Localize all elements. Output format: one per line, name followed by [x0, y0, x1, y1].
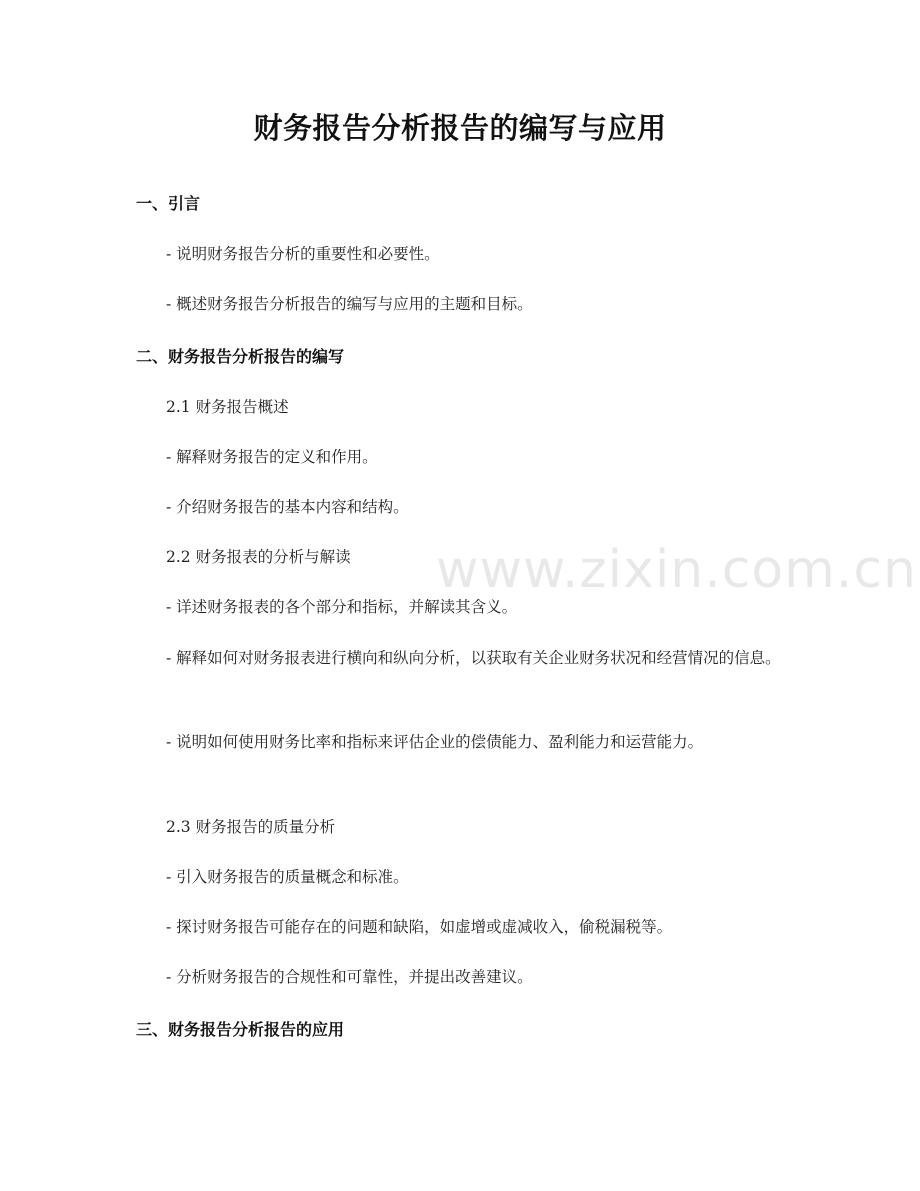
watermark: www.zixin.com.cn [436, 540, 917, 600]
section-heading-application: 三、财务报告分析报告的应用 [136, 1020, 345, 1039]
paragraph: - 概述财务报告分析报告的编写与应用的主题和目标。 [166, 295, 533, 313]
paragraph: - 解释财务报告的定义和作用。 [166, 448, 378, 466]
paragraph: - 介绍财务报告的基本内容和结构。 [166, 498, 409, 516]
paragraph: - 分析财务报告的合规性和可靠性，并提出改善建议。 [166, 968, 533, 986]
paragraph: - 探讨财务报告可能存在的问题和缺陷，如虚增或虚减收入，偷税漏税等。 [166, 918, 673, 936]
section-heading-writing: 二、财务报告分析报告的编写 [136, 347, 345, 366]
document-title: 财务报告分析报告的编写与应用 [253, 111, 667, 145]
section-heading-introduction: 一、引言 [136, 194, 201, 213]
subsection-heading: 2.1 财务报告概述 [166, 398, 289, 416]
paragraph: - 解释如何对财务报表进行横向和纵向分析，以获取有关企业财务状况和经营情况的信息。 [166, 649, 781, 667]
paragraph: - 说明如何使用财务比率和指标来评估企业的偿债能力、盈利能力和运营能力。 [166, 733, 704, 751]
paragraph: - 详述财务报表的各个部分和指标，并解读其含义。 [166, 598, 518, 616]
subsection-heading: 2.2 财务报表的分析与解读 [166, 548, 351, 566]
paragraph: - 引入财务报告的质量概念和标准。 [166, 868, 409, 886]
subsection-heading: 2.3 财务报告的质量分析 [166, 818, 336, 836]
paragraph: - 说明财务报告分析的重要性和必要性。 [166, 245, 440, 263]
